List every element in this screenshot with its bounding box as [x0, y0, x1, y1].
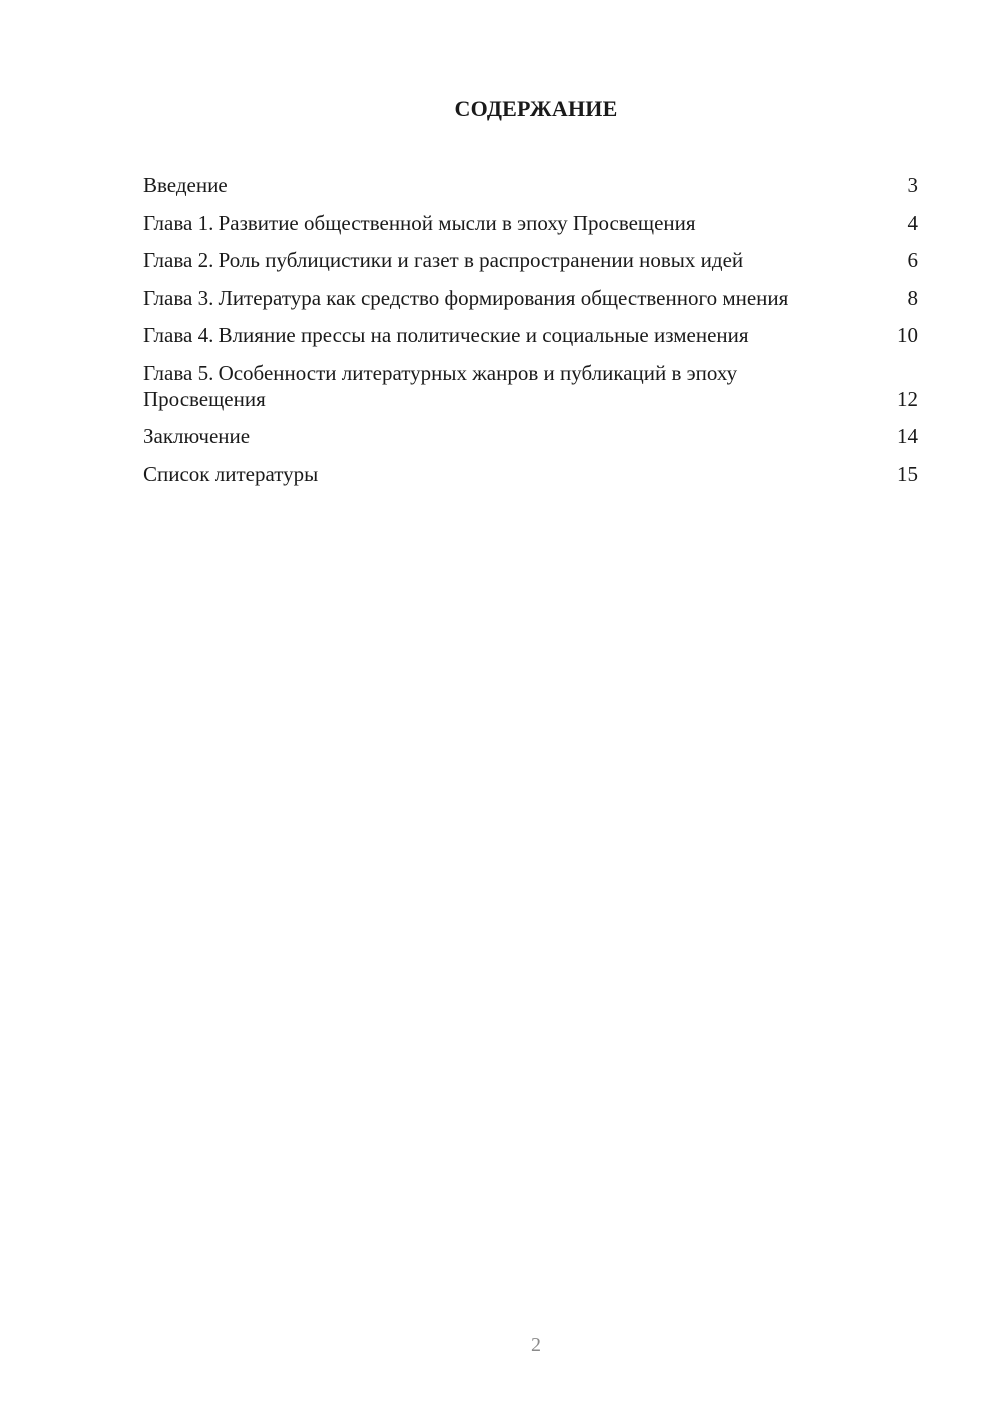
- toc-entry-page: 4: [907, 210, 918, 235]
- toc-entry-bibliography: [143, 461, 918, 487]
- toc-entry-label: Глава 5. Особенности литературных жанров и публикаций в эпоху Просвещения: [143, 360, 738, 411]
- toc-entry-chapter-1: [143, 210, 918, 236]
- toc-entry-conclusion: [143, 423, 918, 449]
- toc-entry-page: 8: [907, 285, 918, 310]
- toc-entry-label: Глава 1. Развитие общественной мысли в эпоху Просвещения: [143, 210, 696, 235]
- toc-entry-label: Глава 3. Литература как средство формирования общественного мнения: [143, 285, 789, 310]
- toc-entry-label: Глава 4. Влияние прессы на политические и социальные изменения: [143, 323, 749, 347]
- toc-entry-page: 15: [897, 461, 918, 486]
- toc-entry-chapter-4: [143, 322, 918, 348]
- toc-entry-chapter-5: [143, 360, 918, 412]
- toc-entry-page: 14: [897, 424, 918, 448]
- toc-entry-introduction: [143, 172, 918, 198]
- toc-entry-page: 12: [897, 386, 918, 411]
- table-of-contents: [143, 172, 918, 498]
- toc-entry-chapter-2: [143, 247, 918, 273]
- toc-entry-page: 6: [907, 248, 918, 272]
- toc-entry-label: Введение: [143, 173, 228, 197]
- toc-entry-chapter-3: [143, 285, 918, 311]
- toc-entry-label: Глава 2. Роль публицистики и газет в распространении новых идей: [143, 248, 744, 272]
- toc-entry-page: 3: [907, 173, 918, 197]
- toc-entry-label: Заключение: [143, 424, 251, 448]
- page-number: 2: [531, 1334, 541, 1356]
- toc-entry-page: 10: [897, 323, 918, 347]
- toc-entry-label: Список литературы: [143, 461, 319, 486]
- page-title: СОДЕРЖАНИЕ: [454, 96, 618, 121]
